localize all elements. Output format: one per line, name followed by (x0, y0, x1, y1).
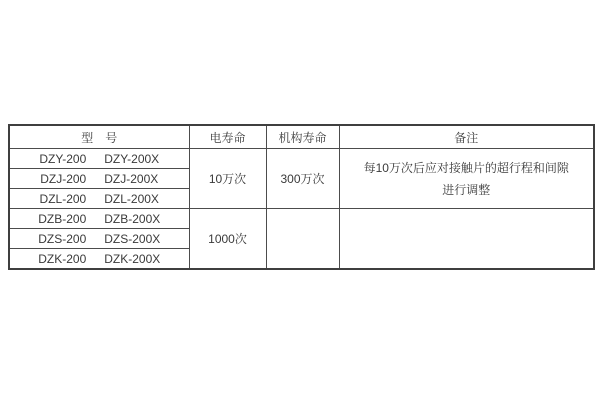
header-electrical-life: 电寿命 (189, 125, 266, 149)
model-name: DZS-200 (38, 231, 87, 246)
table-row (9, 149, 594, 169)
table-header-row (9, 125, 594, 149)
spec-table-container (8, 124, 595, 270)
mechanical-life-group-2 (266, 209, 339, 270)
model-name: DZJ-200X (104, 171, 159, 186)
electrical-life-group-1: 10万次 (189, 149, 266, 209)
model-name: DZB-200 (38, 211, 87, 226)
model-cell-dzb (9, 209, 189, 229)
table-row (9, 209, 594, 229)
model-name: DZY-200 (39, 151, 87, 166)
model-name: DZY-200X (104, 151, 160, 166)
model-name: DZJ-200 (40, 171, 87, 186)
model-name: DZL-200X (104, 191, 159, 206)
electrical-life-group-2: 1000次 (189, 209, 266, 270)
model-cell-dzl (9, 189, 189, 209)
spec-table (8, 124, 595, 270)
remark-line-1: 每10万次后应对接触片的超行程和间隙 (363, 160, 569, 175)
model-cell-dzk (9, 249, 189, 270)
mechanical-life-group-1: 300万次 (266, 149, 339, 209)
remarks-group-2 (339, 209, 594, 270)
model-name: DZL-200 (39, 191, 87, 206)
header-remarks: 备注 (339, 125, 594, 149)
model-name: DZK-200X (104, 251, 161, 266)
model-cell-dzy (9, 149, 189, 169)
model-name: DZS-200X (104, 231, 161, 246)
header-mechanical-life: 机构寿命 (266, 125, 339, 149)
model-cell-dzj (9, 169, 189, 189)
remarks-group-1 (339, 149, 594, 209)
remark-line-2: 进行调整 (442, 182, 491, 197)
model-cell-dzs (9, 229, 189, 249)
model-name: DZB-200X (104, 211, 161, 226)
header-model: 型 号 (9, 125, 189, 149)
model-name: DZK-200 (38, 251, 87, 266)
